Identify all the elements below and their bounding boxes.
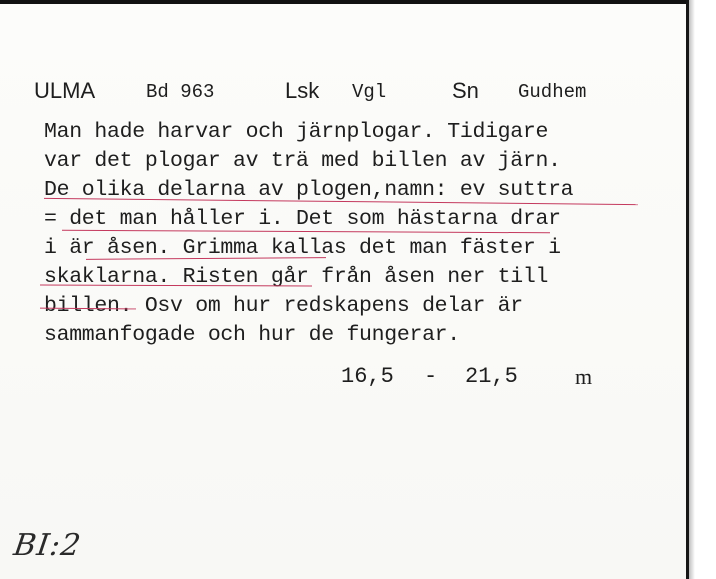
text-line: sammanfogade och hur de fungerar. bbox=[44, 323, 460, 347]
card-right-edge bbox=[686, 0, 716, 579]
text-line: skaklarna. Risten går från åsen ner till bbox=[44, 265, 549, 289]
edge-shadow bbox=[689, 0, 695, 579]
archive-title: ULMA bbox=[34, 78, 96, 103]
card-header bbox=[0, 78, 690, 108]
measure-to: 21,5 bbox=[465, 364, 518, 389]
measure-from: 16,5 bbox=[341, 364, 394, 389]
text-line: i är åsen. Grimma kallas det man fäster i bbox=[44, 236, 561, 260]
lsk-value: Vgl bbox=[352, 81, 387, 103]
text-line: = det man håller i. Det som hästarna drar bbox=[44, 207, 561, 231]
lsk-label: Lsk bbox=[285, 78, 320, 103]
sn-label: Sn bbox=[452, 78, 479, 103]
handwritten-signature: BI:2 bbox=[11, 528, 84, 563]
text-line: De olika delarna av plogen,namn: ev suttra bbox=[44, 178, 574, 202]
volume-number: Bd 963 bbox=[146, 81, 215, 103]
sn-value: Gudhem bbox=[518, 81, 587, 103]
text-line: var det plogar av trä med billen av järn. bbox=[44, 149, 561, 173]
measure-dash: - bbox=[424, 364, 438, 389]
card-top-edge bbox=[0, 0, 716, 4]
text-line: Man hade harvar och järnplogar. Tidigare bbox=[44, 120, 549, 144]
measure-unit: m bbox=[575, 364, 593, 389]
text-line: billen. Osv om hur redskapens delar är bbox=[44, 294, 523, 318]
